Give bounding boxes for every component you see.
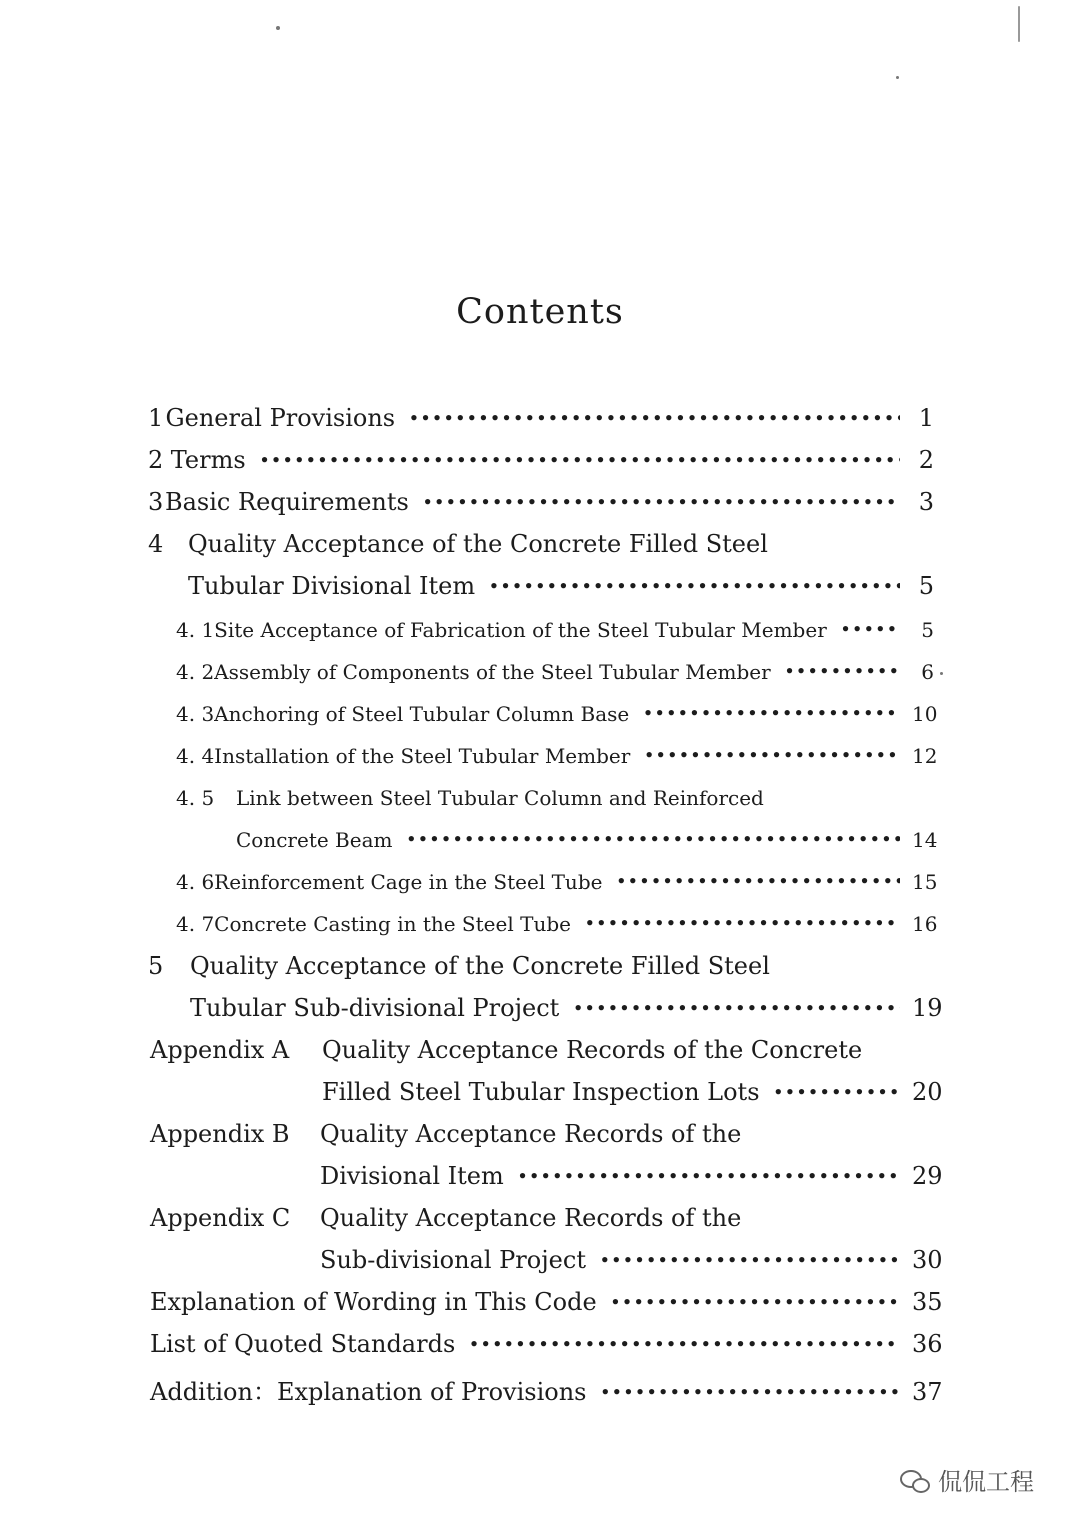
dot-leader (406, 830, 900, 848)
toc-entry-number: 4. 4 (176, 744, 215, 768)
toc-entry-page: 5 (918, 572, 934, 600)
toc-entry-page: 37 (912, 1378, 943, 1406)
toc-entry-4-3[interactable] (176, 702, 938, 726)
toc-entry-general-provisions[interactable] (148, 404, 934, 432)
toc-entry-title: Quality Acceptance of the Concrete Filled Steel (190, 952, 770, 980)
scan-speck (896, 76, 899, 79)
toc-entry-number: 4. 3 (176, 702, 215, 726)
toc-entry-title: Addition：Explanation of Provisions (150, 1378, 587, 1406)
toc-entry-4-5-cont[interactable] (236, 828, 938, 852)
toc-entry-4-1[interactable] (176, 618, 934, 642)
toc-entry-page: 3 (918, 488, 934, 516)
toc-entry-title: Sub-divisional Project (320, 1246, 586, 1274)
toc-entry-addition[interactable] (150, 1372, 943, 1407)
toc-entry-4-4[interactable] (176, 744, 938, 768)
toc-entry-number: Appendix A (150, 1036, 290, 1064)
dot-leader (489, 577, 900, 595)
dot-leader (841, 620, 900, 638)
toc-entry-appendix-b[interactable] (150, 1120, 934, 1148)
toc-entry-number: 4 (148, 530, 164, 558)
toc-entry-number: 5 (148, 952, 164, 980)
toc-entry-chapter-4-cont[interactable] (188, 572, 934, 600)
toc-entry-title: Anchoring of Steel Tubular Column Base (214, 702, 630, 726)
toc-entry-title: Concrete Casting in the Steel Tube (214, 912, 571, 936)
toc-entry-title: Tubular Divisional Item (188, 572, 476, 600)
toc-entry-appendix-c-cont[interactable] (320, 1246, 943, 1274)
dot-leader (260, 451, 900, 469)
toc-entry-appendix-a[interactable] (150, 1036, 934, 1064)
wechat-icon (900, 1468, 930, 1492)
toc-entry-number: 4. 1 (176, 618, 215, 642)
scan-mark (1018, 6, 1020, 42)
toc-entry-title: General Provisions (165, 404, 396, 432)
dot-leader (611, 1293, 900, 1311)
dot-leader (785, 662, 900, 680)
toc-entry-title: Site Acceptance of Fabrication of the Steel Tubular Member (214, 618, 827, 642)
toc-entry-4-2[interactable] (176, 660, 934, 684)
toc-entry-explanation-of-wording[interactable] (150, 1288, 943, 1316)
toc-entry-title: Filled Steel Tubular Inspection Lots (322, 1078, 760, 1106)
toc-entry-page: 6 (921, 660, 934, 684)
toc-entry-4-6[interactable] (176, 870, 938, 894)
dot-leader (600, 1383, 900, 1401)
toc-entry-title: Reinforcement Cage in the Steel Tube (214, 870, 603, 894)
toc-entry-number: 3 (148, 488, 164, 516)
dot-leader (423, 493, 900, 511)
toc-entry-title: Basic Requirements (164, 488, 409, 516)
dot-leader (469, 1335, 900, 1353)
toc-entry-appendix-c[interactable] (150, 1204, 934, 1232)
toc-entry-title: List of Quoted Standards (150, 1330, 456, 1358)
toc-entry-chapter-5-cont[interactable] (190, 994, 943, 1022)
toc-entry-page: 19 (912, 994, 943, 1022)
dot-leader (518, 1167, 900, 1185)
dot-leader (644, 746, 900, 764)
dot-leader (573, 999, 900, 1017)
dot-leader (600, 1251, 900, 1269)
toc-entry-page: 35 (912, 1288, 943, 1316)
toc-entry-page: 1 (918, 404, 934, 432)
toc-entry-title: Quality Acceptance Records of the (320, 1204, 742, 1232)
toc-entry-page: 36 (912, 1330, 943, 1358)
toc-entry-title: Quality Acceptance Records of the Concrete (322, 1036, 863, 1064)
toc-entry-appendix-a-cont[interactable] (322, 1078, 943, 1106)
toc-entry-chapter-4[interactable] (148, 530, 934, 558)
toc-entry-number: 4. 6 (176, 870, 215, 894)
watermark-text: 侃侃工程 (938, 1468, 1034, 1496)
toc-entry-number: 2 (148, 446, 164, 474)
toc-entry-number: 4. 2 (176, 660, 215, 684)
toc-entry-basic-requirements[interactable] (148, 488, 934, 516)
toc-entry-title: Assembly of Components of the Steel Tubular Member (214, 660, 771, 684)
dot-leader (643, 704, 900, 722)
toc-entry-terms[interactable] (148, 446, 934, 474)
toc-entry-number: Appendix C (150, 1204, 291, 1232)
page-title: Contents (456, 292, 624, 332)
toc-entry-number: 4. 7 (176, 912, 215, 936)
toc-entry-number: 4. 5 (176, 786, 215, 810)
toc-entry-title: Explanation of Wording in This Code (150, 1288, 597, 1316)
toc-entry-page: 14 (912, 828, 938, 852)
toc-entry-page: 16 (912, 912, 938, 936)
toc-entry-page: 5 (921, 618, 934, 642)
toc-entry-4-7[interactable] (176, 912, 938, 936)
toc-entry-quoted-standards[interactable] (150, 1330, 943, 1358)
toc-entry-title: Concrete Beam (236, 828, 393, 852)
dot-leader (585, 914, 900, 932)
toc-entry-page: 15 (912, 870, 938, 894)
toc-entry-title: Installation of the Steel Tubular Member (214, 744, 631, 768)
toc-entry-appendix-b-cont[interactable] (320, 1162, 943, 1190)
toc-entry-page: 10 (912, 702, 938, 726)
toc-entry-page: 29 (912, 1162, 943, 1190)
toc-entry-page: 2 (918, 446, 934, 474)
toc-entry-number: 1 (148, 404, 164, 432)
scan-speck (940, 672, 943, 675)
toc-entry-title: Tubular Sub-divisional Project (190, 994, 560, 1022)
dot-leader (409, 409, 900, 427)
toc-entry-title: Divisional Item (320, 1162, 504, 1190)
toc-entry-page: 12 (912, 744, 938, 768)
toc-entry-page: 20 (912, 1078, 943, 1106)
watermark (900, 1462, 1034, 1497)
toc-entry-number: Appendix B (150, 1120, 290, 1148)
toc-entry-page: 30 (912, 1246, 943, 1274)
toc-entry-title: Quality Acceptance Records of the (320, 1120, 742, 1148)
toc-entry-title: Terms (170, 446, 246, 474)
toc-entry-4-5[interactable] (176, 786, 934, 810)
toc-entry-title: Quality Acceptance of the Concrete Filled Steel (188, 530, 768, 558)
toc-entry-chapter-5[interactable] (148, 952, 934, 980)
scan-speck (276, 26, 280, 30)
toc-entry-title: Link between Steel Tubular Column and Reinforced (236, 786, 764, 810)
dot-leader (616, 872, 900, 890)
dot-leader (774, 1083, 900, 1101)
